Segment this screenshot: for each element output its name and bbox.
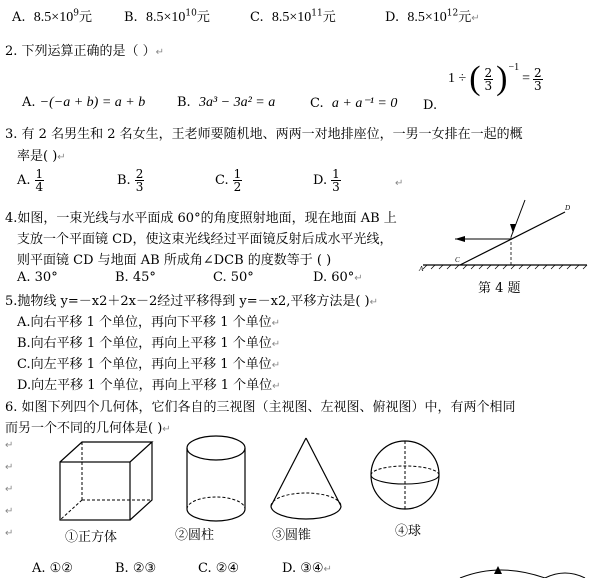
option-label: D. [423,98,438,113]
q6-option-c[interactable] [198,561,239,576]
option-text: A. 30° [17,270,58,285]
q5-option-c[interactable] [17,353,280,372]
q6-option-b[interactable] [115,561,156,576]
numerator: 2 [135,167,144,181]
q3-option-d[interactable] [313,168,341,193]
option-text: C.向左平移 1 个单位，再向上平移 1 个单位 [17,357,272,372]
caption-text: ②圆柱 [175,528,215,543]
cylinder-caption [175,524,214,543]
exponent: −1 [508,62,520,73]
q3-option-b[interactable] [117,168,144,193]
option-fraction [135,168,145,193]
paragraph-mark: ↵ [155,47,165,58]
paragraph-mark: ↵ [471,13,480,24]
cylinder-top [187,436,245,460]
option-text: B.向右平移 1 个单位，再向上平移 1 个单位 [17,336,272,351]
q6-option-a[interactable] [32,561,73,576]
q3-option-a[interactable] [17,168,44,193]
numerator: 1 [233,167,242,181]
caption-text: 第 4 题 [478,281,521,296]
option-exponent: 12 [446,8,459,19]
paragraph-mark: ↵ [162,424,171,435]
paragraph-mark: ↵ [395,178,404,189]
equals-sign: = [522,71,531,86]
numerator: 1 [332,167,340,181]
paragraph-mark: ↵ [5,440,14,451]
option-text: C. 50° [213,270,254,285]
q5-option-d[interactable] [17,374,281,393]
option-label: B. [124,10,138,25]
q1-option-a[interactable] [12,6,92,26]
option-mantissa: 8.5×10 [145,10,186,25]
q1-option-d[interactable] [385,6,480,26]
paragraph-mark: ↵ [272,381,281,392]
q2-option-d-label[interactable] [423,98,437,113]
paragraph-mark: ↵ [271,339,281,350]
q2-option-b[interactable] [177,95,275,111]
option-text: C. ②④ [198,561,240,576]
caption-text: ④球 [395,524,422,539]
cylinder-bottom-back [187,497,245,509]
paragraph-mark: ↵ [271,318,280,329]
paragraph-mark: ↵ [354,273,363,284]
q6-stem-line2 [5,417,171,436]
arc-right [545,573,585,578]
cylinder-bottom-front [187,509,245,521]
q1-option-b[interactable] [124,6,210,26]
q2-option-c[interactable] [310,95,397,112]
question-text: 率是( ) [17,149,58,164]
question-text: 5.抛物线 y=－x2＋2x－2经过平移得到 y=－x2,平移方法是( ) [5,294,370,309]
denominator: 3 [135,180,144,194]
option-label: A. [22,95,36,110]
caption-text: ③圆锥 [272,528,312,543]
denominator: 3 [534,78,542,93]
q4-option-d[interactable] [313,270,363,285]
option-fraction [35,168,45,193]
q4-mirror-figure [415,195,590,275]
q2-option-a[interactable] [22,95,145,111]
q4-figure-caption [478,277,521,296]
paragraph-mark: ↵ [5,528,14,539]
q3-stem-line2 [17,145,66,164]
cone-base-front [271,506,341,519]
next-question-figure-partial [450,560,590,578]
cube-right-face [130,442,152,520]
cube-hidden-edges [60,442,152,520]
question-text: 支放一个平面镜 CD，使这束光线经过平面镜反射后成水平光线， [17,232,393,247]
q3-stem-line1 [5,123,523,142]
option-label: C. [310,96,324,111]
q4-option-c[interactable] [213,270,254,285]
q4-option-a[interactable] [17,270,58,285]
cone-right-side [306,438,341,506]
q5-option-a[interactable] [17,311,280,330]
question-text: 6. 如图下列四个几何体，它们各自的三视图（主视图、左视图、俯视图）中，有两个相同 [5,400,516,415]
q6-stem-line1 [5,396,516,415]
option-unit: 元 [458,10,472,25]
option-label: A. [17,173,31,188]
cube-caption [65,526,117,545]
numerator: 1 [35,167,44,181]
question-text: 3. 有 2 名男生和 2 名女生，王老师要随机地、两两一对地排座位，一男一女排在一起的概 [5,127,523,142]
sphere-caption [395,520,421,539]
incident-arrow [510,224,516,233]
result-fraction [533,67,543,92]
option-label: A. [12,10,26,25]
q4-stem-line3 [17,249,331,268]
cone-base-back [271,493,341,506]
numerator: 2 [534,65,542,80]
option-mantissa: 8.5×10 [407,10,447,25]
option-text: B. ②③ [115,561,157,576]
option-fraction [233,168,243,193]
question-text: 而另一个不同的几何体是( ) [5,421,163,436]
option-label: D. [313,173,328,188]
option-label: C. [250,10,264,25]
option-label: B. [177,95,191,110]
cone-caption [272,524,311,543]
q2-stem [5,40,164,59]
numerator: 2 [484,65,493,80]
q1-option-c[interactable] [250,6,336,26]
paragraph-mark: ↵ [5,484,14,495]
reflected-arrow [455,236,465,242]
point-a-label: A [419,265,424,273]
cube-figure [58,440,154,522]
denominator: 3 [332,180,340,194]
arc-left [460,570,545,578]
q2-option-d-expression [448,62,543,96]
denominator: 4 [35,180,44,194]
q4-option-b[interactable] [115,270,156,285]
option-exponent: 9 [73,8,79,19]
q5-stem [5,290,378,309]
denominator: 2 [233,180,242,194]
right-paren: ) [496,60,508,97]
q5-option-b[interactable] [17,332,280,351]
option-mantissa: 8.5×10 [271,10,312,25]
option-expression: 3a³ − 3a² = a [198,95,276,110]
q4-stem-line2 [17,228,393,247]
point-d-label: D [565,204,571,212]
q4-stem-line1 [5,207,397,226]
paragraph-mark: ↵ [57,152,66,163]
paragraph-mark: ↵ [271,360,281,371]
option-unit: 元 [322,10,336,25]
option-expression: a + a⁻¹ = 0 [331,96,398,111]
option-label: C. [215,173,229,188]
q6-option-d[interactable] [282,561,332,576]
option-text: B. 45° [115,270,156,285]
left-paren: ( [469,60,481,97]
point-c-label: C [455,256,460,264]
ground-hatching [423,265,587,269]
option-text: D. ③④ [282,561,324,576]
paragraph-mark: ↵ [5,462,14,473]
question-text: 则平面镜 CD 与地面 AB 所成角∠DCB 的度数等于 ( ) [17,253,332,268]
cone-left-side [271,438,306,506]
fraction [484,67,494,92]
paragraph-mark: ↵ [5,506,14,517]
option-exponent: 11 [311,8,323,19]
option-text: D. 60° [313,270,355,285]
option-unit: 元 [78,10,92,25]
question-text: 2. 下列运算正确的是（ ） [5,44,156,59]
option-fraction [331,168,341,193]
question-text: 4.如图，一束光线与水平面成 60°的角度照射地面，现在地面 AB 上 [5,211,397,226]
cylinder-figure [185,434,249,524]
sphere-figure [368,438,442,512]
option-expression: −(−a + b) = a + b [39,95,146,110]
cone-figure [268,436,344,524]
paragraph-mark: ↵ [323,564,332,575]
caption-text: ①正方体 [65,530,118,545]
option-text: A.向右平移 1 个单位，再向下平移 1 个单位 [17,315,272,330]
expression-lead: 1 ÷ [448,71,467,86]
paragraph-mark: ↵ [369,297,379,308]
option-mantissa: 8.5×10 [33,10,74,25]
q3-option-c[interactable] [215,168,242,193]
option-text: A. ①② [32,561,73,576]
option-text: D.向左平移 1 个单位，再向上平移 1 个单位 [17,378,273,393]
option-exponent: 10 [185,8,197,19]
cube-front-face [60,462,130,520]
option-label: D. [385,10,400,25]
option-unit: 元 [196,10,210,25]
option-label: B. [117,173,131,188]
denominator: 3 [484,78,493,93]
cube-top-face [60,442,152,462]
